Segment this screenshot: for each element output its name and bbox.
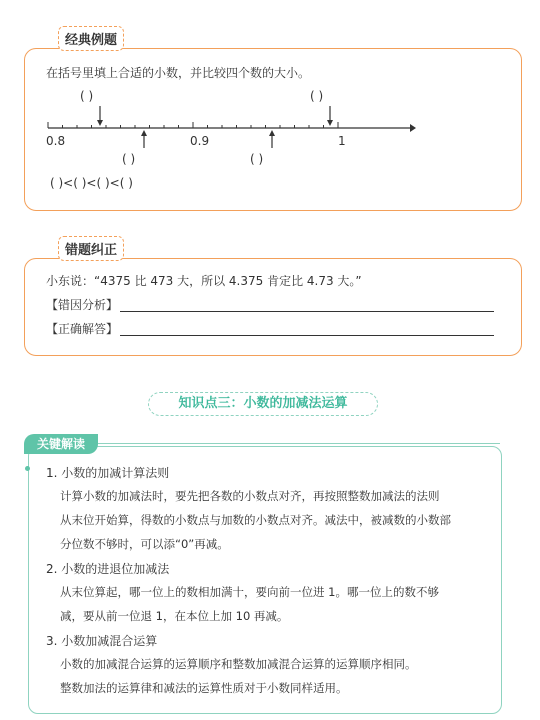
item-3-heading: 3. 小数加减混合运算 (46, 634, 158, 648)
key-tag: 关键解读 (24, 434, 98, 454)
down-arrow-1 (97, 106, 103, 126)
example-tag: 经典例题 (58, 26, 124, 51)
down-arrow-2 (327, 106, 333, 126)
item-2-line-1: 从末位算起，哪一位上的数相加满十，要向前一位进 1。哪一位上的数不够 (60, 585, 439, 599)
key-top-line (98, 443, 500, 444)
correction-statement: 小东说：“4375 比 473 大，所以 4.375 肯定比 4.73 大。” (46, 274, 362, 288)
key-dot (25, 466, 30, 471)
item-2-line-2: 减，要从前一位退 1，在本位上加 10 再减。 (60, 609, 289, 623)
tick-label-0-8: 0.8 (46, 134, 66, 148)
analysis-label: 【错因分析】 (46, 298, 119, 312)
analysis-answer-line[interactable] (120, 311, 494, 312)
tick-label-1: 1 (338, 134, 346, 148)
item-3-line-1: 小数的加减混合运算的运算顺序和整数加减混合运算的运算顺序相同。 (60, 657, 417, 671)
item-1-line-2: 从末位开始算，得数的小数点与加数的小数点对齐。减法中，被减数的小数部 (60, 513, 451, 527)
key-box (28, 446, 502, 714)
answer-label: 【正确解答】 (46, 322, 119, 336)
tick-label-0-9: 0.9 (190, 134, 210, 148)
correction-tag: 错题纠正 (58, 236, 124, 261)
number-line (40, 84, 420, 164)
item-1-heading: 1. 小数的加减计算法则 (46, 466, 170, 480)
blank-below-2[interactable]: ( ) (250, 152, 264, 166)
knowledge-title: 知识点三：小数的加减法运算 (148, 392, 378, 416)
blank-below-1[interactable]: ( ) (122, 152, 136, 166)
up-arrow-1 (141, 130, 147, 148)
item-2-heading: 2. 小数的进退位加减法 (46, 562, 170, 576)
blank-above-1[interactable]: ( ) (80, 89, 94, 103)
number-line-arrow (410, 124, 416, 132)
correct-answer-line[interactable] (120, 335, 494, 336)
item-1-line-1: 计算小数的加减法时，要先把各数的小数点对齐，再按照整数加减法的法则 (60, 489, 440, 503)
number-line-ticks (48, 122, 338, 128)
blank-above-2[interactable]: ( ) (310, 89, 324, 103)
item-1-line-3: 分位数不够时，可以添“0”再减。 (60, 537, 229, 551)
up-arrow-2 (269, 130, 275, 148)
item-3-line-2: 整数加法的运算律和减法的运算性质对于小数同样适用。 (60, 681, 348, 695)
compare-row[interactable]: ( )<( )<( )<( ) (50, 176, 133, 190)
example-instruction: 在括号里填上合适的小数，并比较四个数的大小。 (46, 66, 311, 80)
